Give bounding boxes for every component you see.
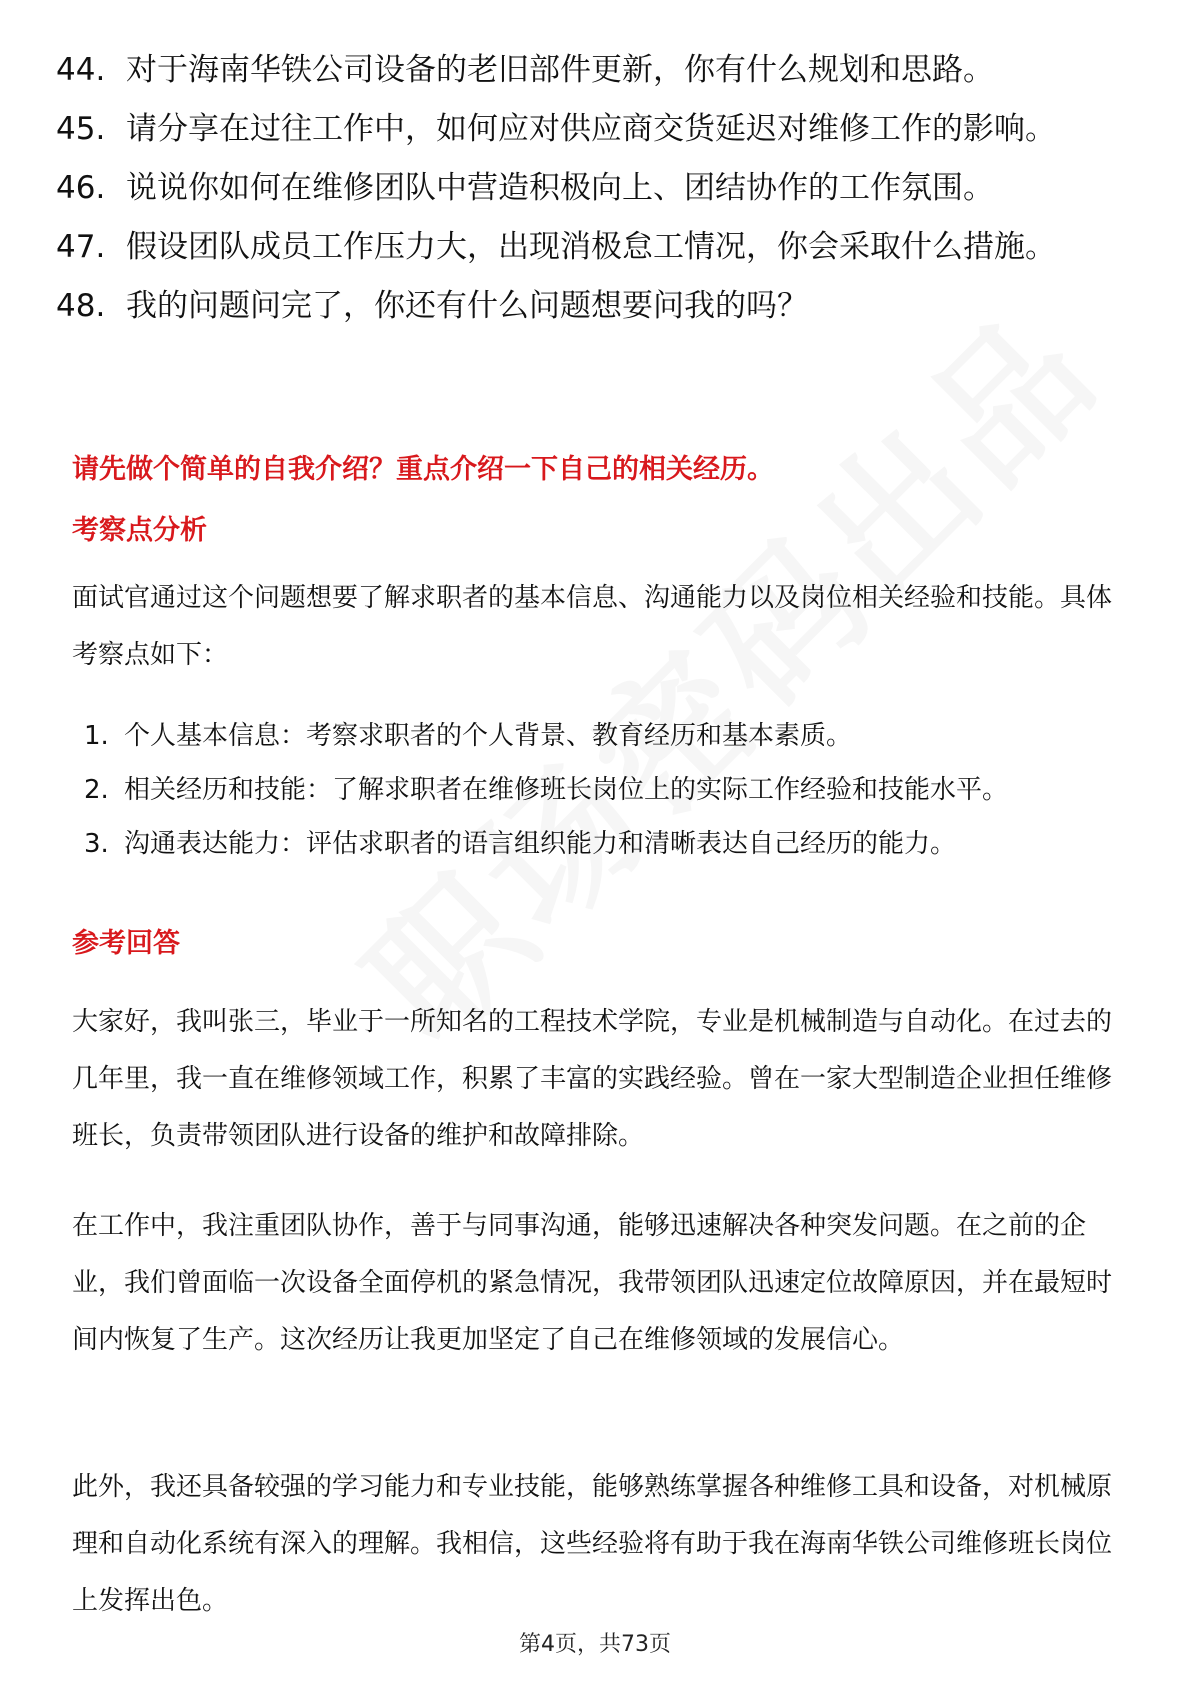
answer-paragraph: 此外，我还具备较强的学习能力和专业技能，能够熟练掌握各种维修工具和设备，对机械原理和自动化系统有深入的理解。我相信，这些经验将有助于我在海南华铁公司维修班长岗位上发挥出色。 xyxy=(72,1472,1113,1616)
question-text: 对于海南华铁公司设备的老旧部件更新，你有什么规划和思路。 xyxy=(126,52,994,88)
page-footer: 第4页，共73页 xyxy=(519,1632,671,1657)
analysis-point xyxy=(84,772,1124,808)
analysis-intro-paragraph: 面试官通过这个问题想要了解求职者的基本信息、沟通能力以及岗位相关经验和技能。具体考察点如下： xyxy=(72,583,1113,670)
point-text: 相关经历和技能：了解求职者在维修班长岗位上的实际工作经验和技能水平。 xyxy=(124,775,1009,805)
question-text: 请分享在过往工作中，如何应对供应商交货延迟对维修工作的影响。 xyxy=(126,111,1056,147)
question-list xyxy=(56,50,1136,345)
question-number: 48. xyxy=(56,288,106,324)
question-item xyxy=(56,227,1136,268)
question-number: 44. xyxy=(56,52,106,88)
question-item xyxy=(56,168,1136,209)
analysis-point xyxy=(84,826,1124,862)
question-number: 45. xyxy=(56,111,106,147)
question-item xyxy=(56,286,1136,327)
question-number: 46. xyxy=(56,170,106,206)
point-text: 沟通表达能力：评估求职者的语言组织能力和清晰表达自己经历的能力。 xyxy=(124,829,957,859)
question-text: 我的问题问完了，你还有什么问题想要问我的吗？ xyxy=(126,288,808,324)
answer-paragraph: 在工作中，我注重团队协作，善于与同事沟通，能够迅速解决各种突发问题。在之前的企业，我们曾面临一次设备全面停机的紧急情况，我带领团队迅速定位故障原因，并在最短时间内恢复了生产。这次经历让我更加坚定了自己在维修领域的发展信心。 xyxy=(72,1211,1113,1355)
section-question-title: 请先做个简单的自我介绍？重点介绍一下自己的相关经历。 xyxy=(72,454,774,485)
point-number: 2. xyxy=(84,775,109,805)
question-text: 说说你如何在维修团队中营造积极向上、团结协作的工作氛围。 xyxy=(126,170,994,206)
question-text: 假设团队成员工作压力大，出现消极怠工情况，你会采取什么措施。 xyxy=(126,229,1056,265)
answer-paragraph: 大家好，我叫张三，毕业于一所知名的工程技术学院，专业是机械制造与自动化。在过去的几年里，我一直在维修领域工作，积累了丰富的实践经验。曾在一家大型制造企业担任维修班长，负责带领团队进行设备的维护和故障排除。 xyxy=(72,1007,1113,1151)
point-number: 1. xyxy=(84,721,109,751)
question-number: 47. xyxy=(56,229,106,265)
question-item xyxy=(56,50,1136,91)
analysis-heading: 考察点分析 xyxy=(72,515,207,546)
question-item xyxy=(56,109,1136,150)
point-number: 3. xyxy=(84,829,109,859)
analysis-point xyxy=(84,718,1124,754)
point-text: 个人基本信息：考察求职者的个人背景、教育经历和基本素质。 xyxy=(124,721,853,751)
analysis-points-list xyxy=(84,718,1124,880)
answer-heading: 参考回答 xyxy=(72,928,180,959)
